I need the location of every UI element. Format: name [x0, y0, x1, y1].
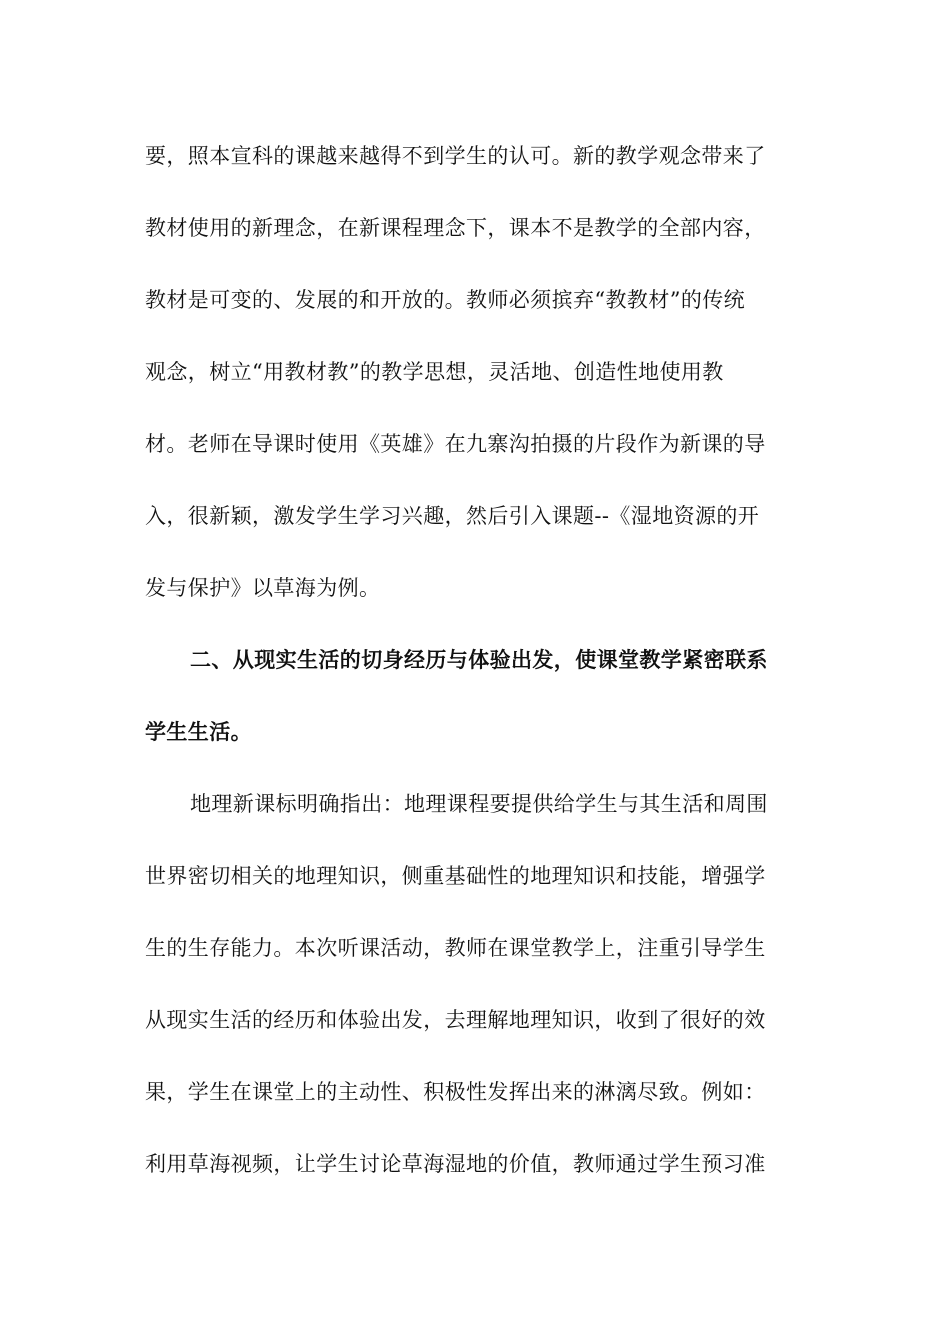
paragraph-1-line-4: 观念，树立“用教材教”的教学思想，灵活地、创造性地使用教 — [145, 360, 724, 384]
paragraph-2-line-2: 世界密切相关的地理知识，侧重基础性的地理知识和技能，增强学 — [145, 864, 766, 888]
paragraph-1-line-5: 材。老师在导课时使用《英雄》在九寨沟拍摄的片段作为新课的导 — [145, 432, 766, 456]
paragraph-2-line-3: 生的生存能力。本次听课活动，教师在课堂教学上，注重引导学生 — [145, 936, 766, 960]
paragraph-2-line-6: 利用草海视频，让学生讨论草海湿地的价值，教师通过学生预习准 — [145, 1152, 766, 1176]
paragraph-2-line-4: 从现实生活的经历和体验出发，去理解地理知识，收到了很好的效 — [145, 1008, 766, 1032]
paragraph-1-line-6: 入，很新颖，激发学生学习兴趣，然后引入课题--《湿地资源的开 — [145, 504, 760, 528]
paragraph-1-line-2: 教材使用的新理念，在新课程理念下，课本不是教学的全部内容， — [145, 216, 766, 240]
paragraph-1-line-3: 教材是可变的、发展的和开放的。教师必须摈弃“教教材”的传统 — [145, 288, 746, 312]
section-heading-line-1: 二、从现实生活的切身经历与体验出发，使课堂教学紧密联系 — [190, 647, 768, 672]
paragraph-1-line-1: 要，照本宣科的课越来越得不到学生的认可。新的教学观念带来了 — [145, 144, 766, 168]
paragraph-2-line-5: 果，学生在课堂上的主动性、积极性发挥出来的淋漓尽致。例如： — [145, 1080, 766, 1104]
section-heading-line-2: 学生生活。 — [145, 719, 252, 744]
paragraph-2-line-1: 地理新课标明确指出：地理课程要提供给学生与其生活和周围 — [190, 792, 768, 816]
paragraph-1-line-7: 发与保护》以草海为例。 — [145, 576, 381, 600]
